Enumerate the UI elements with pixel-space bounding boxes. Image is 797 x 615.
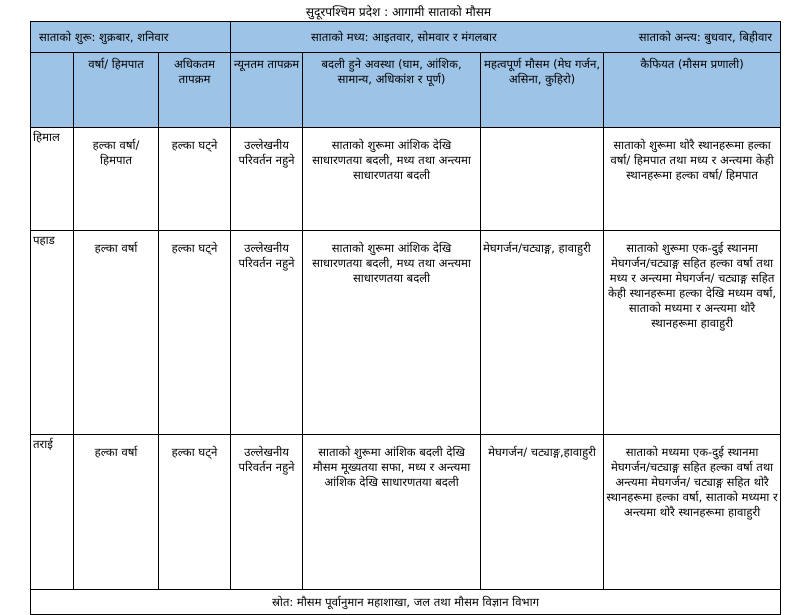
region-name: हिमाल — [31, 128, 74, 231]
header-max-temp: अधिकतम तापक्रम — [159, 53, 231, 128]
cell-rain: हल्का वर्षा — [74, 435, 159, 590]
cell-max-temp: हल्का घट्ने — [159, 231, 231, 435]
region-name: तराई — [31, 435, 74, 590]
header-region — [31, 53, 74, 128]
cell-max-temp: हल्का घट्ने — [159, 128, 231, 231]
cell-significant — [481, 128, 604, 231]
cell-sky: साताको शुरूमा आंशिक बदली देखि मौसम मूख्यतया सफा, मध्य र अन्त्यमा आंशिक देखि साधारणतया बदली — [303, 435, 481, 590]
cell-rain: हल्का वर्षा — [74, 231, 159, 435]
table-row-terai — [31, 435, 781, 590]
cell-min-temp: उल्लेखनीय परिवर्तन नहुने — [231, 128, 303, 231]
header-sky: बदली हुने अवस्था (घाम, आंशिक, सामान्य, अधिकांश र पूर्ण) — [303, 53, 481, 128]
period-middle: साताको मध्य: आइतवार, सोमवार र मंगलबार — [311, 29, 497, 44]
cell-significant: मेघगर्जन/ चट्याङ्ग,हावाहुरी — [481, 435, 604, 590]
cell-remarks: साताको शुरूमा थोरै स्थानहरूमा हल्का वर्षा/ हिमपात तथा मध्य र अन्त्यमा केही स्थानहरूमा हल्का वर्षा/ हिमपात — [604, 128, 781, 231]
period-end: साताको अन्त्य: बुधवार, बिहीवार — [638, 29, 773, 44]
cell-min-temp: उल्लेखनीय परिवर्तन नहुने — [231, 435, 303, 590]
table-row-himal — [31, 128, 781, 231]
cell-remarks: साताको शुरूमा एक-दुई स्थानमा मेघगर्जन/चट्याङ्ग सहित हल्का वर्षा तथा मध्य र अन्त्यमा मेघगर्जन/ चट्याङ्ग सहित केही स्थानहरूमा हल्का देखि मध्यम वर्षा, साताको मध्यमा र अन्त्यमा थोरै स्थानहरूमा हावाहुरी — [604, 231, 781, 435]
region-name: पहाड — [31, 231, 74, 435]
page-title: सुदूरपश्चिम प्रदेश : आगामी साताको मौसम — [305, 5, 492, 19]
header-row — [31, 53, 781, 128]
cell-sky: साताको शुरूमा आंशिक देखि साधारणतया बदली, मध्य तथा अन्त्यमा साधारणतया बदली — [303, 128, 481, 231]
cell-rain: हल्का वर्षा/ हिमपात — [74, 128, 159, 231]
cell-remarks: साताको मध्यमा एक-दुई स्थानमा मेघगर्जन/चट्याङ्ग सहित हल्का वर्षा तथा अन्त्यमा मेघगर्जन/ चट्याङ्ग सहित थोरै स्थानहरूमा हल्का वर्षा, साताको मध्यमा र अन्त्यमा थोरै स्थानहरूमा हावाहुरी — [604, 435, 781, 590]
source-note: स्रोत: मौसम पूर्वानुमान महाशाखा, जल तथा मौसम विज्ञान विभाग — [31, 590, 781, 615]
period-row — [31, 22, 781, 53]
forecast-table — [30, 21, 781, 615]
header-rain: वर्षा/ हिमपात — [74, 53, 159, 128]
cell-max-temp: हल्का घट्ने — [159, 435, 231, 590]
source-row — [31, 590, 781, 615]
period-middle-end — [231, 22, 781, 53]
cell-min-temp: उल्लेखनीय परिवर्तन नहुने — [231, 231, 303, 435]
header-significant: महत्वपूर्ण मौसम (मेघ गर्जन, असिना, कुहिरो) — [481, 53, 604, 128]
cell-significant: मेघगर्जन/चट्याङ्ग, हावाहुरी — [481, 231, 604, 435]
cell-sky: साताको शुरूमा आंशिक देखि साधारणतया बदली, मध्य तथा अन्त्यमा साधारणतया बदली — [303, 231, 481, 435]
header-min-temp: न्यूनतम तापक्रम — [231, 53, 303, 128]
table-row-pahad — [31, 231, 781, 435]
period-start: साताको शुरू: शुक्रबार, शनिवार — [31, 22, 231, 53]
header-remarks: कैफियत (मौसम प्रणाली) — [604, 53, 781, 128]
